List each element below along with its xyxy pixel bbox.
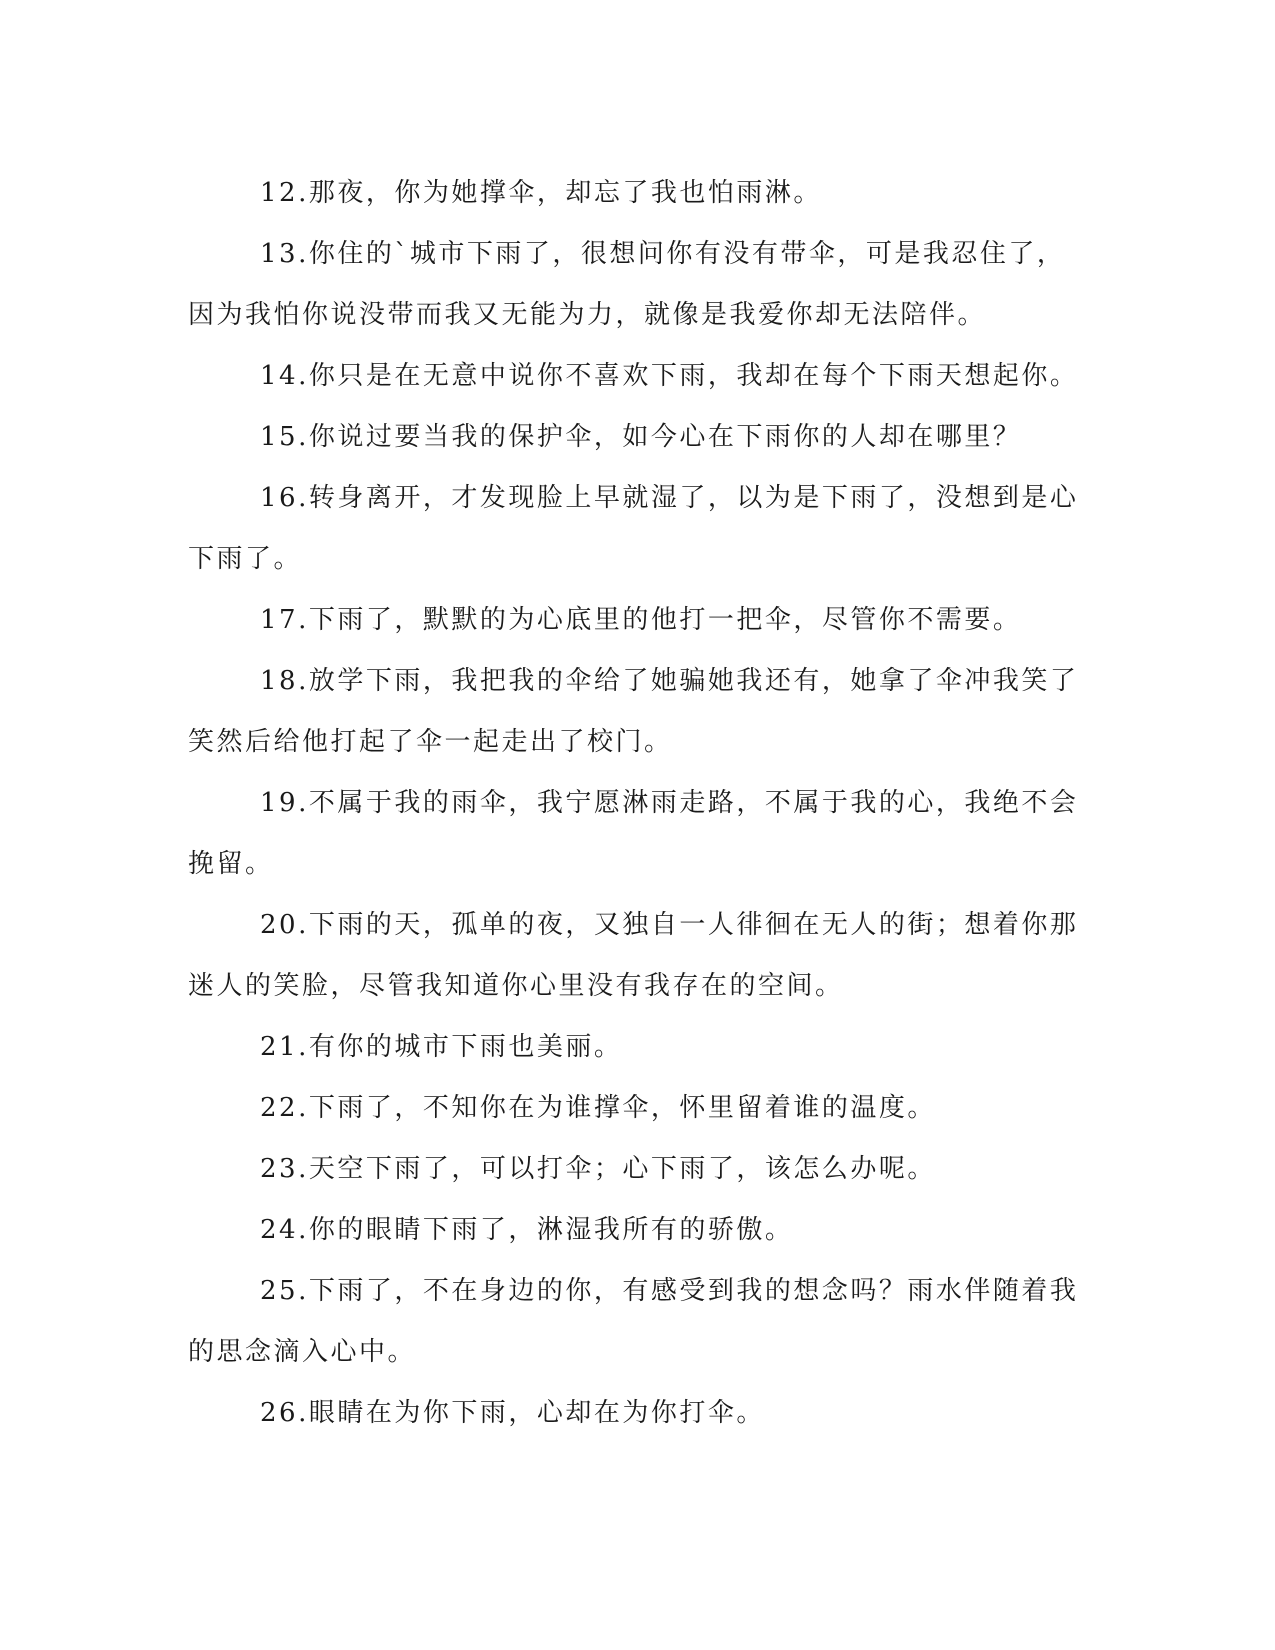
paragraph-15 bbox=[188, 407, 1088, 468]
paragraph-line: 13.你住的`城市下雨了，很想问你有没有带伞，可是我忍住了， bbox=[260, 239, 1066, 269]
paragraph-line: 下雨了。 bbox=[188, 544, 303, 574]
document-body bbox=[188, 163, 1088, 1444]
paragraph-line: 24.你的眼睛下雨了，淋湿我所有的骄傲。 bbox=[260, 1215, 794, 1245]
paragraph-line: 12.那夜，你为她撑伞，却忘了我也怕雨淋。 bbox=[260, 178, 822, 208]
paragraph-14 bbox=[188, 346, 1088, 407]
paragraph-23 bbox=[188, 1139, 1088, 1200]
paragraph-line: 15.你说过要当我的保护伞，如今心在下雨你的人却在哪里？ bbox=[260, 422, 1022, 452]
paragraph-24 bbox=[188, 1200, 1088, 1261]
paragraph-line: 的思念滴入心中。 bbox=[188, 1337, 417, 1367]
paragraph-line: 25.下雨了，不在身边的你，有感受到我的想念吗？雨水伴随着我 bbox=[260, 1276, 1079, 1306]
paragraph-13 bbox=[188, 224, 1088, 346]
paragraph-12 bbox=[188, 163, 1088, 224]
paragraph-22 bbox=[188, 1078, 1088, 1139]
paragraph-line: 挽留。 bbox=[188, 849, 274, 879]
paragraph-line: 20.下雨的天，孤单的夜，又独自一人徘徊在无人的街；想着你那 bbox=[260, 910, 1079, 940]
paragraph-20 bbox=[188, 895, 1088, 1017]
paragraph-line: 26.眼睛在为你下雨，心却在为你打伞。 bbox=[260, 1398, 765, 1428]
paragraph-19 bbox=[188, 773, 1088, 895]
paragraph-line: 17.下雨了，默默的为心底里的他打一把伞，尽管你不需要。 bbox=[260, 605, 1022, 635]
paragraph-17 bbox=[188, 590, 1088, 651]
paragraph-18 bbox=[188, 651, 1088, 773]
paragraph-25 bbox=[188, 1261, 1088, 1383]
paragraph-line: 22.下雨了，不知你在为谁撑伞，怀里留着谁的温度。 bbox=[260, 1093, 936, 1123]
paragraph-line: 23.天空下雨了，可以打伞；心下雨了，该怎么办呢。 bbox=[260, 1154, 936, 1184]
paragraph-line: 迷人的笑脸，尽管我知道你心里没有我存在的空间。 bbox=[188, 971, 844, 1001]
paragraph-line: 因为我怕你说没带而我又无能为力，就像是我爱你却无法陪伴。 bbox=[188, 300, 987, 330]
paragraph-16 bbox=[188, 468, 1088, 590]
paragraph-line: 笑然后给他打起了伞一起走出了校门。 bbox=[188, 727, 673, 757]
paragraph-line: 21.有你的城市下雨也美丽。 bbox=[260, 1032, 623, 1062]
paragraph-26 bbox=[188, 1383, 1088, 1444]
paragraph-line: 14.你只是在无意中说你不喜欢下雨，我却在每个下雨天想起你。 bbox=[260, 361, 1079, 391]
paragraph-line: 16.转身离开，才发现脸上早就湿了，以为是下雨了，没想到是心 bbox=[260, 483, 1079, 513]
paragraph-line: 18.放学下雨，我把我的伞给了她骗她我还有，她拿了伞冲我笑了 bbox=[260, 666, 1079, 696]
paragraph-line: 19.不属于我的雨伞，我宁愿淋雨走路，不属于我的心，我绝不会 bbox=[260, 788, 1079, 818]
paragraph-21 bbox=[188, 1017, 1088, 1078]
